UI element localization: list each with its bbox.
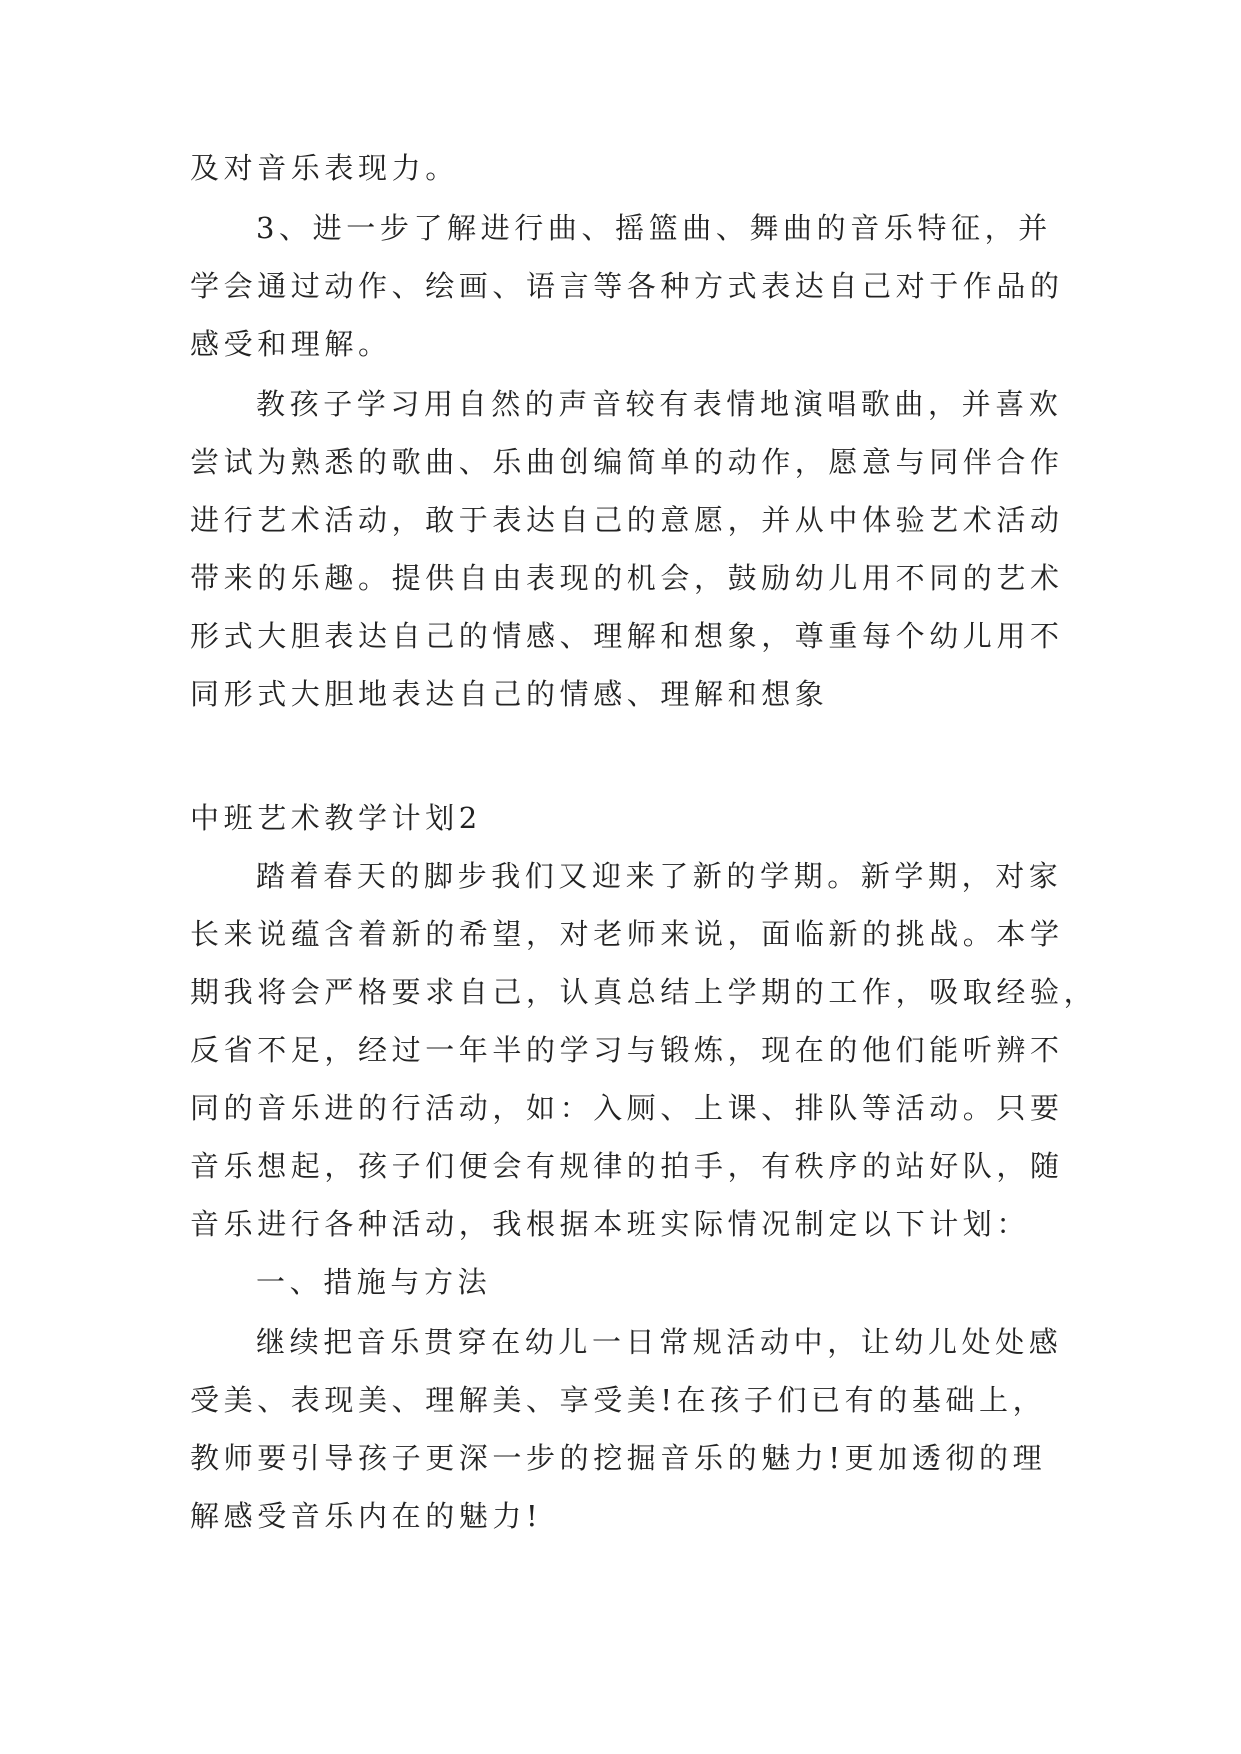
paragraph-line: 同的音乐进的行活动，如：入厕、上课、排队等活动。只要 — [190, 1091, 1064, 1125]
section-title: 中班艺术教学计划2 — [190, 801, 482, 835]
paragraph-line: 教孩子学习用自然的声音较有表情地演唱歌曲，并喜欢 — [256, 387, 1063, 421]
paragraph-line: 尝试为熟悉的歌曲、乐曲创编简单的动作，愿意与同伴合作 — [190, 445, 1064, 479]
paragraph-line: 形式大胆表达自己的情感、理解和想象，尊重每个幼儿用不 — [190, 619, 1064, 653]
paragraph-line: 受美、表现美、理解美、享受美!在孩子们已有的基础上， — [190, 1383, 1047, 1417]
paragraph-line: 解感受音乐内在的魅力! — [190, 1499, 543, 1533]
paragraph-line: 音乐想起，孩子们便会有规律的拍手，有秩序的站好队，随 — [190, 1149, 1064, 1183]
paragraph-line: 长来说蕴含着新的希望，对老师来说，面临新的挑战。本学 — [190, 917, 1064, 951]
paragraph-line: 及对音乐表现力。 — [190, 151, 459, 185]
subheading: 一、措施与方法 — [256, 1265, 492, 1299]
paragraph-line: 进行艺术活动，敢于表达自己的意愿，并从中体验艺术活动 — [190, 503, 1064, 537]
paragraph-line: 音乐进行各种活动，我根据本班实际情况制定以下计划： — [190, 1207, 1031, 1241]
paragraph-line: 学会通过动作、绘画、语言等各种方式表达自己对于作品的 — [190, 269, 1064, 303]
paragraph-line: 继续把音乐贯穿在幼儿一日常规活动中，让幼儿处处感 — [256, 1325, 1063, 1359]
paragraph-line: 反省不足，经过一年半的学习与锻炼，现在的他们能听辨不 — [190, 1033, 1064, 1067]
paragraph-line: 同形式大胆地表达自己的情感、理解和想象 — [190, 677, 829, 711]
paragraph-line: 带来的乐趣。提供自由表现的机会，鼓励幼儿用不同的艺术 — [190, 561, 1064, 595]
paragraph-line: 教师要引导孩子更深一步的挖掘音乐的魅力!更加透彻的理 — [190, 1441, 1047, 1475]
paragraph-line: 感受和理解。 — [190, 327, 392, 361]
paragraph-line: 踏着春天的脚步我们又迎来了新的学期。新学期，对家 — [256, 859, 1063, 893]
paragraph-line: 期我将会严格要求自己，认真总结上学期的工作，吸取经验， — [190, 975, 1098, 1009]
paragraph-line: 3、进一步了解进行曲、摇篮曲、舞曲的音乐特征，并 — [256, 211, 1052, 245]
